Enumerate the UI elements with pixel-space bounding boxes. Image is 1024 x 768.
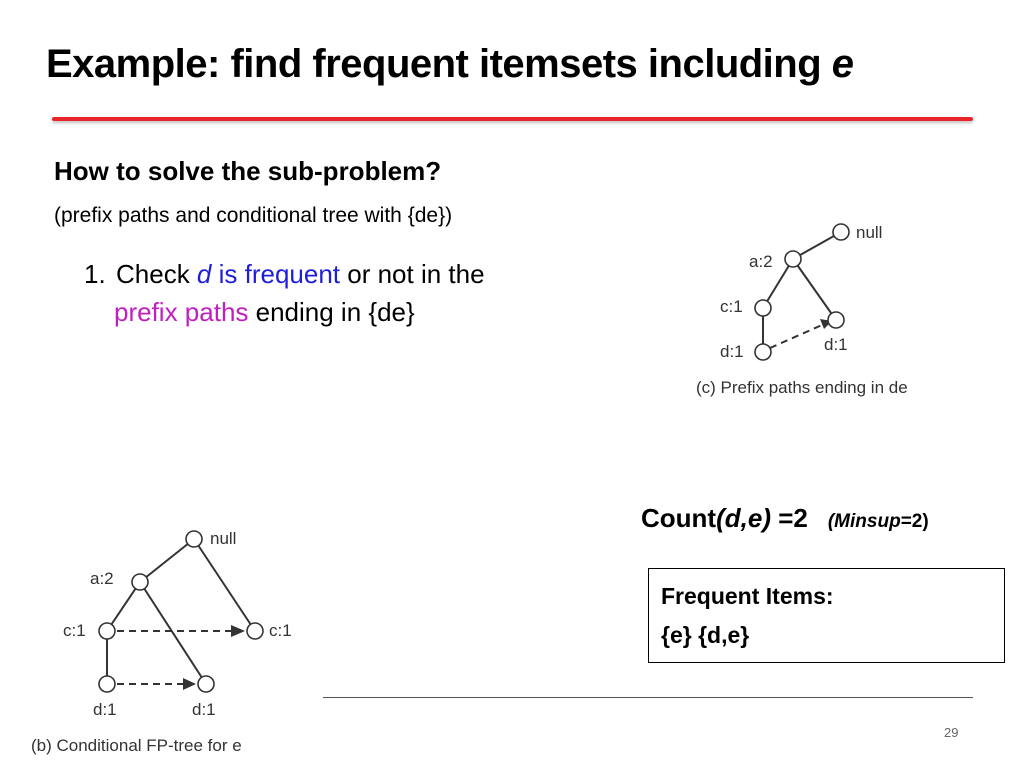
minsup-value: =2) — [900, 511, 929, 532]
step-text-check: Check — [116, 259, 197, 289]
node-null — [186, 531, 202, 547]
label-d-left: d:1 — [720, 342, 744, 361]
step-prefix-paths: prefix paths — [114, 297, 249, 327]
node-c-right — [247, 623, 263, 639]
label-null: null — [210, 529, 237, 548]
arrowhead-c — [231, 625, 245, 637]
title-italic-e: e — [831, 42, 854, 86]
node-a — [785, 251, 801, 267]
frequent-items-heading: Frequent Items: — [661, 583, 834, 609]
caption-b: (b) Conditional FP-tree for e — [31, 736, 242, 755]
count-value: =2 — [770, 503, 808, 533]
edge-a-d-right — [793, 259, 836, 320]
edge-null-c-right — [194, 539, 255, 631]
step-ending: ending in {de} — [248, 297, 415, 327]
edge-a-c-left — [107, 582, 140, 631]
step-number: 1. — [84, 259, 106, 289]
node-d-left — [99, 676, 115, 692]
minsup-note — [828, 511, 929, 532]
edge-a-d-right — [140, 582, 206, 684]
node-d-left — [755, 344, 771, 360]
node-d-right — [198, 676, 214, 692]
slide-title — [46, 42, 854, 87]
frequent-items-list: {e} {d,e} — [661, 622, 750, 648]
step-line-2 — [84, 293, 485, 331]
step-item-d: d — [196, 259, 212, 289]
step-or-not: or not in the — [340, 259, 485, 289]
label-d-right: d:1 — [824, 335, 848, 354]
label-a: a:2 — [90, 569, 114, 588]
step-1 — [84, 255, 485, 331]
node-c — [755, 300, 771, 316]
footer-rule — [323, 697, 973, 698]
label-c-left: c:1 — [63, 621, 86, 640]
title-text: Example: find frequent itemsets including — [46, 42, 832, 86]
label-c: c:1 — [720, 297, 743, 316]
node-a — [132, 574, 148, 590]
prefix-paths-diagram — [690, 215, 970, 410]
label-d-left: d:1 — [93, 700, 117, 719]
node-null — [833, 224, 849, 240]
caption-c: (c) Prefix paths ending in de — [696, 378, 908, 397]
arrowhead-d — [183, 678, 196, 690]
node-c-left — [99, 623, 115, 639]
page-number: 29 — [944, 725, 959, 740]
label-a: a:2 — [749, 252, 773, 271]
minsup-label: (Minsup — [827, 511, 901, 532]
title-underline — [52, 117, 973, 121]
node-d-right — [828, 312, 844, 328]
step-is-frequent: is frequent — [211, 259, 341, 289]
label-d-right: d:1 — [192, 700, 216, 719]
parenthetical-note: (prefix paths and conditional tree with {de}) — [54, 204, 453, 227]
frequent-items-box — [648, 568, 1005, 663]
count-label: Count — [641, 503, 717, 533]
edge-null-a — [140, 539, 194, 582]
count-args: (d,e) — [716, 503, 771, 533]
label-c-right: c:1 — [269, 621, 292, 640]
dashed-link-d-d — [770, 325, 822, 348]
conditional-fp-tree-diagram — [25, 522, 325, 757]
subheading: How to solve the sub-problem? — [54, 156, 442, 186]
count-statement — [641, 503, 929, 534]
label-null: null — [856, 223, 883, 242]
